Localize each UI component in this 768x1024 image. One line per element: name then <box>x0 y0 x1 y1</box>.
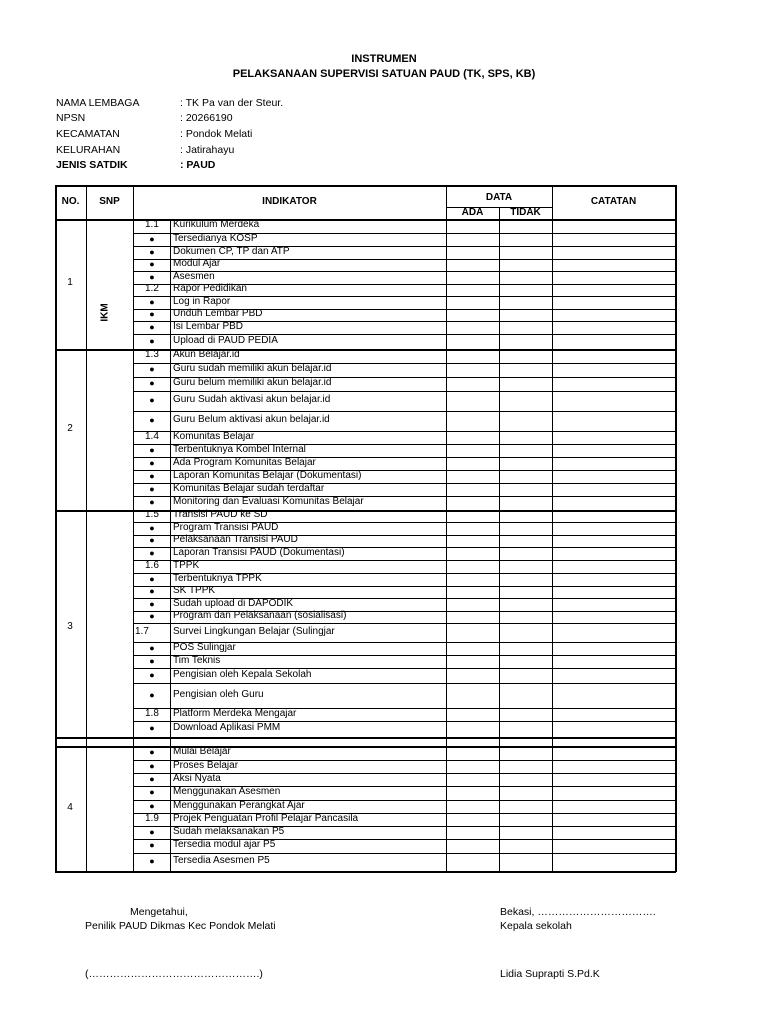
ada-cell[interactable] <box>447 458 499 470</box>
tidak-cell[interactable] <box>500 247 552 259</box>
ada-cell[interactable] <box>447 432 499 444</box>
tidak-cell[interactable] <box>500 432 552 444</box>
catatan-cell[interactable] <box>553 285 675 296</box>
indicator-text: Survei Lingkungan Belajar (Sulingjar <box>173 625 335 637</box>
catatan-cell[interactable] <box>553 787 675 800</box>
catatan-cell[interactable] <box>553 536 675 547</box>
ada-cell[interactable] <box>447 310 499 321</box>
ada-cell[interactable] <box>447 656 499 668</box>
signature-right-line2: Kepala sekolah <box>500 920 572 932</box>
catatan-cell[interactable] <box>553 761 675 773</box>
catatan-cell[interactable] <box>553 574 675 586</box>
catatan-cell[interactable] <box>553 412 675 431</box>
catatan-cell[interactable] <box>553 511 675 522</box>
tidak-cell[interactable] <box>500 297 552 309</box>
catatan-cell[interactable] <box>553 774 675 786</box>
indicator-text: Kurikulum Merdeka <box>173 219 260 230</box>
tidak-cell[interactable] <box>500 814 552 826</box>
header-ada: ADA <box>461 207 484 218</box>
catatan-cell[interactable] <box>553 587 675 598</box>
tidak-cell[interactable] <box>500 548 552 560</box>
ada-cell[interactable] <box>447 684 499 708</box>
tidak-cell[interactable] <box>500 599 552 611</box>
tidak-cell[interactable] <box>500 322 552 334</box>
tidak-cell[interactable] <box>500 787 552 800</box>
catatan-cell[interactable] <box>553 827 675 839</box>
indicator-text: Menggunakan Asesmen <box>173 786 281 797</box>
ada-cell[interactable] <box>447 854 499 871</box>
tidak-cell[interactable] <box>500 310 552 321</box>
tidak-cell[interactable] <box>500 511 552 522</box>
tidak-cell[interactable] <box>500 840 552 853</box>
table-left-border <box>55 185 57 872</box>
catatan-cell[interactable] <box>553 364 675 377</box>
ada-cell[interactable] <box>447 272 499 284</box>
bullet-icon: ● <box>149 483 155 494</box>
catatan-cell[interactable] <box>553 234 675 246</box>
indicator-text: Monitoring dan Evaluasi Komunitas Belajar <box>173 496 364 507</box>
catatan-cell[interactable] <box>553 350 675 363</box>
tidak-cell[interactable] <box>500 260 552 271</box>
catatan-cell[interactable] <box>553 445 675 457</box>
bullet-icon: ● <box>149 321 155 332</box>
identity-label: KECAMATAN <box>56 128 120 140</box>
indicator-text: Tersedia modul ajar P5 <box>173 839 276 850</box>
indicator-text: Isi Lembar PBD <box>173 320 244 332</box>
identity-value: : Pondok Melati <box>180 128 253 140</box>
ada-cell[interactable] <box>447 774 499 786</box>
indicator-text: Ada Program Komunitas Belajar <box>173 456 316 468</box>
indicator-text: Unduh Lembar PBD <box>173 308 263 319</box>
catatan-cell[interactable] <box>553 854 675 871</box>
bullet-icon: ● <box>149 840 155 850</box>
indicator-number: 1.4 <box>145 430 159 442</box>
signature-left-line2: Penilik PAUD Dikmas Kec Pondok Melati <box>85 920 276 932</box>
ada-cell[interactable] <box>447 587 499 598</box>
indicator-text: Transisi PAUD ke SD <box>173 509 268 520</box>
indicator-text: POS Sulingjar <box>173 641 236 653</box>
ada-cell[interactable] <box>447 722 499 737</box>
tidak-cell[interactable] <box>500 801 552 813</box>
ada-cell[interactable] <box>447 364 499 377</box>
bullet-icon: ● <box>149 689 155 700</box>
indicator-number: 1.2 <box>145 283 159 294</box>
catatan-cell[interactable] <box>553 260 675 271</box>
catatan-cell[interactable] <box>553 612 675 623</box>
tidak-cell[interactable] <box>500 854 552 871</box>
catatan-cell[interactable] <box>553 471 675 483</box>
bullet-icon: ● <box>149 547 155 558</box>
catatan-cell[interactable] <box>553 669 675 683</box>
ada-cell[interactable] <box>447 827 499 839</box>
indicator-number: 1.9 <box>145 812 159 824</box>
bullet-icon: ● <box>149 535 155 545</box>
tidak-cell[interactable] <box>500 624 552 642</box>
tidak-cell[interactable] <box>500 350 552 363</box>
tidak-cell[interactable] <box>500 738 552 746</box>
bullet-icon: ● <box>149 309 155 319</box>
catatan-cell[interactable] <box>553 523 675 535</box>
bullet-icon: ● <box>149 723 155 733</box>
bullet-icon: ● <box>149 642 155 653</box>
supervision-table <box>55 185 675 871</box>
header-snp: SNP <box>99 196 120 207</box>
indicator-text: Aksi Nyata <box>173 772 221 784</box>
indicator-text: Komunitas Belajar <box>173 430 255 442</box>
no-column-rule <box>86 185 87 871</box>
catatan-cell[interactable] <box>553 643 675 655</box>
tidak-cell[interactable] <box>500 220 552 233</box>
snp-label: IKM <box>99 303 111 322</box>
group-number: 2 <box>67 422 73 434</box>
bullet-icon: ● <box>149 470 155 481</box>
catatan-cell[interactable] <box>553 484 675 496</box>
ada-cell[interactable] <box>447 234 499 246</box>
ada-cell[interactable] <box>447 523 499 535</box>
indicator-text: Guru Belum aktivasi akun belajar.id <box>173 414 330 425</box>
bullet-icon: ● <box>149 760 155 771</box>
indicator-text: SK TPPK <box>173 585 216 596</box>
catatan-cell[interactable] <box>553 840 675 853</box>
ada-cell[interactable] <box>447 709 499 721</box>
bullet-icon: ● <box>149 364 155 374</box>
indicator-text: Tersedia Asesmen P5 <box>173 855 270 866</box>
ada-cell[interactable] <box>447 335 499 349</box>
ada-cell[interactable] <box>447 548 499 560</box>
header-data: DATA <box>485 192 513 203</box>
indicator-text: Komunitas Belajar sudah terdaftar <box>173 482 325 494</box>
catatan-cell[interactable] <box>553 335 675 349</box>
signature-left-line1: Mengetahui, <box>130 906 188 918</box>
bullet-icon: ● <box>149 296 155 307</box>
indicator-text: Terbentuknya Kombel Internal <box>173 443 306 455</box>
bullet-icon: ● <box>149 415 155 425</box>
identity-label: NPSN <box>56 112 86 124</box>
tidak-cell[interactable] <box>500 709 552 721</box>
tidak-cell[interactable] <box>500 761 552 773</box>
identity-value: : Jatirahayu <box>180 144 235 156</box>
ada-cell[interactable] <box>447 599 499 611</box>
indicator-text: Tim Teknis <box>173 654 221 666</box>
indicator-text: Download Aplikasi PMM <box>173 722 281 733</box>
indicator-text: Guru Sudah aktivasi akun belajar.id <box>173 394 331 405</box>
bullet-icon: ● <box>149 586 155 596</box>
tidak-cell[interactable] <box>500 445 552 457</box>
tidak-cell[interactable] <box>500 335 552 349</box>
ada-cell[interactable] <box>447 412 499 431</box>
group-number: 3 <box>67 621 73 632</box>
identity-label: NAMA LEMBAGA <box>56 97 140 109</box>
document-title: INSTRUMEN <box>351 53 417 65</box>
indicator-text: Pengisian oleh Kepala Sekolah <box>173 668 312 680</box>
indicator-text: Sudah upload di DAPODIK <box>173 597 294 609</box>
catatan-cell[interactable] <box>553 738 675 746</box>
indicator-text: Pelaksanaan Transisi PAUD <box>173 534 298 545</box>
bullet-icon: ● <box>149 655 155 666</box>
catatan-cell[interactable] <box>553 801 675 813</box>
tidak-cell[interactable] <box>500 458 552 470</box>
bullet-icon: ● <box>149 669 155 680</box>
ada-cell[interactable] <box>447 561 499 573</box>
catatan-cell[interactable] <box>553 747 675 760</box>
indicator-text: Akun Belajar.id <box>173 349 240 360</box>
table-right-border <box>675 185 677 872</box>
ada-cell[interactable] <box>447 378 499 391</box>
ada-cell[interactable] <box>447 536 499 547</box>
catatan-cell[interactable] <box>553 497 675 510</box>
indicator-text: Mulai Belajar <box>173 746 231 757</box>
bullet-icon: ● <box>149 598 155 609</box>
identity-value: : 20266190 <box>180 112 233 124</box>
ada-cell[interactable] <box>447 738 499 746</box>
ada-cell[interactable] <box>447 574 499 586</box>
catatan-cell[interactable] <box>553 656 675 668</box>
catatan-cell[interactable] <box>553 297 675 309</box>
catatan-cell[interactable] <box>553 624 675 642</box>
bullet-icon: ● <box>149 611 155 621</box>
indicator-text: Program dan Pelaksanaan (sosialisasi) <box>173 610 347 621</box>
document-subtitle: PELAKSANAAN SUPERVISI SATUAN PAUD (TK, SPS, KB) <box>232 68 536 80</box>
catatan-cell[interactable] <box>553 220 675 233</box>
ada-cell[interactable] <box>447 840 499 853</box>
bullet-icon: ● <box>149 378 155 388</box>
catatan-cell[interactable] <box>553 272 675 284</box>
bullet-icon: ● <box>149 747 155 757</box>
catatan-cell[interactable] <box>553 378 675 391</box>
tidak-cell[interactable] <box>500 484 552 496</box>
signature-left-name: (………………………………………….) <box>85 968 263 980</box>
ada-cell[interactable] <box>447 297 499 309</box>
tidak-cell[interactable] <box>500 272 552 284</box>
indicator-number: 1.7 <box>135 625 149 637</box>
tidak-cell[interactable] <box>500 285 552 296</box>
indicator-number: 1.1 <box>145 219 159 230</box>
indicator-text: Platform Merdeka Mengajar <box>173 707 297 719</box>
indicator-text: Upload di PAUD PEDIA <box>173 334 278 346</box>
ada-cell[interactable] <box>447 787 499 800</box>
ada-cell[interactable] <box>447 247 499 259</box>
bullet-icon: ● <box>149 800 155 811</box>
signature-right-name: Lidia Suprapti S.Pd.K <box>500 968 600 980</box>
group-number: 1 <box>67 277 73 288</box>
catatan-cell[interactable] <box>553 709 675 721</box>
catatan-cell[interactable] <box>553 722 675 737</box>
group-number: 4 <box>67 801 73 813</box>
indicator-text: Program Transisi PAUD <box>173 521 279 533</box>
tidak-cell[interactable] <box>500 412 552 431</box>
tidak-cell[interactable] <box>500 722 552 737</box>
indicator-number: 1.8 <box>145 707 159 719</box>
catatan-cell[interactable] <box>553 561 675 573</box>
ada-cell[interactable] <box>447 471 499 483</box>
indicator-text: Log in Rapor <box>173 295 231 307</box>
ada-cell[interactable] <box>447 350 499 363</box>
catatan-cell[interactable] <box>553 322 675 334</box>
indicator-text: Laporan Komunitas Belajar (Dokumentasi) <box>173 469 362 481</box>
bullet-icon: ● <box>149 773 155 784</box>
indicator-text: Dokumen CP, TP dan ATP <box>173 245 290 257</box>
bullet-icon: ● <box>149 233 155 244</box>
bullet-icon: ● <box>149 573 155 584</box>
catatan-cell[interactable] <box>553 599 675 611</box>
catatan-cell[interactable] <box>553 684 675 708</box>
ada-cell[interactable] <box>447 285 499 296</box>
bullet-icon: ● <box>149 787 155 797</box>
ada-cell[interactable] <box>447 322 499 334</box>
catatan-cell[interactable] <box>553 458 675 470</box>
tidak-cell[interactable] <box>500 234 552 246</box>
tidak-cell[interactable] <box>500 656 552 668</box>
indicator-number: 1.5 <box>145 509 159 520</box>
tidak-cell[interactable] <box>500 669 552 683</box>
identity-label: KELURAHAN <box>56 144 121 156</box>
bullet-icon: ● <box>149 497 155 507</box>
indicator-text: Proses Belajar <box>173 759 239 771</box>
header-indikator: INDIKATOR <box>262 196 317 207</box>
catatan-cell[interactable] <box>553 310 675 321</box>
bullet-icon: ● <box>149 395 155 405</box>
tidak-cell[interactable] <box>500 523 552 535</box>
indicator-text: TPPK <box>173 559 200 571</box>
identity-value: : PAUD <box>180 159 216 171</box>
ada-cell[interactable] <box>447 814 499 826</box>
indicator-number: 1.6 <box>145 559 159 571</box>
bullet-icon: ● <box>149 522 155 533</box>
identity-value: : TK Pa van der Steur. <box>180 97 284 109</box>
table-bottom-border <box>55 871 676 873</box>
tidak-cell[interactable] <box>500 612 552 623</box>
identity-label: JENIS SATDIK <box>56 159 128 171</box>
bullet-icon: ● <box>149 271 155 282</box>
tidak-cell[interactable] <box>500 378 552 391</box>
ada-cell[interactable] <box>447 260 499 271</box>
indicator-text: Laporan Transisi PAUD (Dokumentasi) <box>173 546 345 558</box>
tidak-cell[interactable] <box>500 827 552 839</box>
tidak-cell[interactable] <box>500 643 552 655</box>
bullet-icon: ● <box>149 444 155 455</box>
tidak-cell[interactable] <box>500 587 552 598</box>
tidak-cell[interactable] <box>500 774 552 786</box>
tidak-cell[interactable] <box>500 497 552 510</box>
ada-cell[interactable] <box>447 220 499 233</box>
tidak-cell[interactable] <box>500 747 552 760</box>
ada-cell[interactable] <box>447 761 499 773</box>
bullet-icon: ● <box>149 457 155 468</box>
bullet-icon: ● <box>149 246 155 257</box>
signature-right-line1: Bekasi, ……………………………. <box>500 906 656 918</box>
ada-cell[interactable] <box>447 669 499 683</box>
indicator-text: Projek Penguatan Profil Pelajar Pancasila <box>173 812 359 824</box>
indicator-text: Asesmen <box>173 270 215 282</box>
catatan-cell[interactable] <box>553 247 675 259</box>
indicator-text: Rapor Pedidikan <box>173 283 247 294</box>
ada-cell[interactable] <box>447 612 499 623</box>
ada-cell[interactable] <box>447 511 499 522</box>
catatan-cell[interactable] <box>553 392 675 411</box>
ada-cell[interactable] <box>447 624 499 642</box>
header-catatan: CATATAN <box>590 196 637 207</box>
indicator-text: Terbentuknya TPPK <box>173 572 262 584</box>
indicator-text: Pengisian oleh Guru <box>173 688 264 700</box>
indicator-text: Menggunakan Perangkat Ajar <box>173 799 305 811</box>
catatan-cell[interactable] <box>553 814 675 826</box>
ada-cell[interactable] <box>447 747 499 760</box>
tidak-cell[interactable] <box>500 574 552 586</box>
tidak-cell[interactable] <box>500 392 552 411</box>
ada-cell[interactable] <box>447 484 499 496</box>
catatan-cell[interactable] <box>553 548 675 560</box>
ada-cell[interactable] <box>447 643 499 655</box>
header-tidak: TIDAK <box>510 207 541 218</box>
tidak-cell[interactable] <box>500 561 552 573</box>
indicator-number: 1.3 <box>145 349 159 360</box>
bullet-icon: ● <box>149 826 155 837</box>
tidak-cell[interactable] <box>500 364 552 377</box>
tidak-cell[interactable] <box>500 684 552 708</box>
header-no: NO. <box>61 196 80 207</box>
tidak-cell[interactable] <box>500 471 552 483</box>
indicator-text: Guru belum memiliki akun belajar.id <box>173 377 332 388</box>
catatan-cell[interactable] <box>553 432 675 444</box>
ada-cell[interactable] <box>447 392 499 411</box>
indicator-text: Modul Ajar <box>173 258 221 269</box>
bullet-icon: ● <box>149 335 155 346</box>
bullet-icon: ● <box>149 856 155 866</box>
tidak-cell[interactable] <box>500 536 552 547</box>
indicator-text: Guru sudah memiliki akun belajar.id <box>173 363 332 374</box>
ada-cell[interactable] <box>447 445 499 457</box>
bullet-icon: ● <box>149 259 155 269</box>
indicator-text: Tersedianya KOSP <box>173 232 258 244</box>
ada-cell[interactable] <box>447 801 499 813</box>
indicator-text: Sudah melaksanakan P5 <box>173 825 285 837</box>
ada-cell[interactable] <box>447 497 499 510</box>
